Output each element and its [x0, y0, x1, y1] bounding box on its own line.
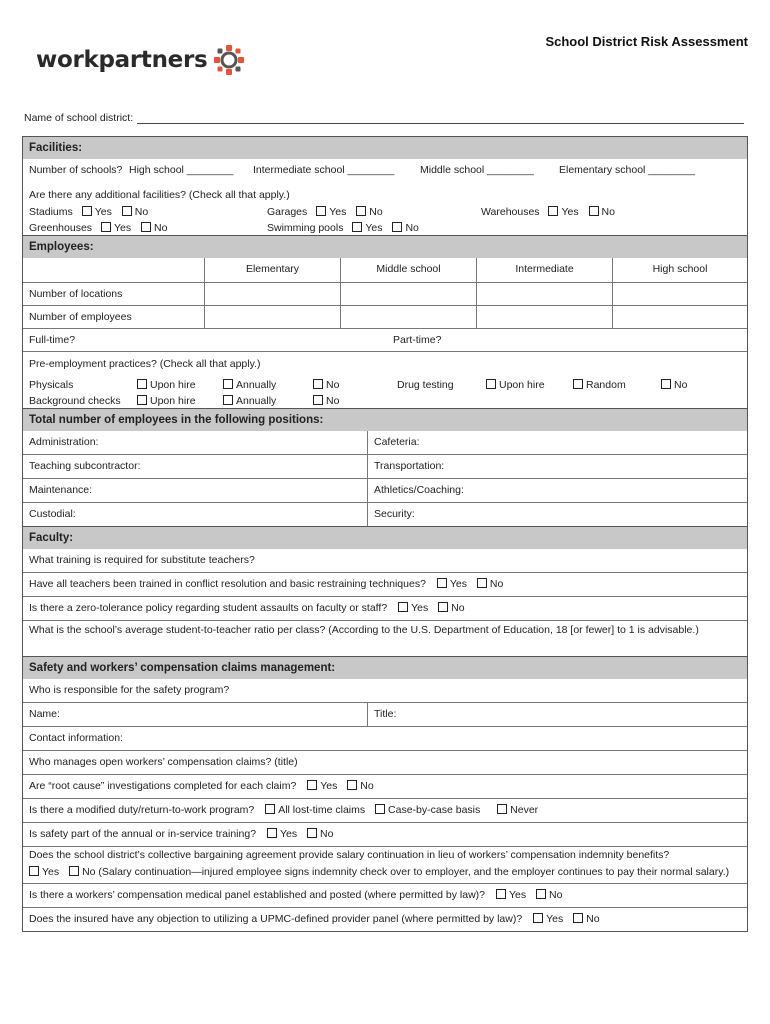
- positions-row-3: [23, 478, 747, 502]
- substitute-training-question: What training is required for substitute teachers?: [29, 554, 255, 566]
- checkbox-icon: [137, 379, 147, 389]
- case-by-case-option[interactable]: Case-by-case basis: [375, 804, 480, 816]
- zero-tolerance-question: Is there a zero-tolerance policy regarding student assaults on faculty or staff? Yes No: [29, 602, 465, 614]
- conflict-yes[interactable]: Yes: [437, 578, 467, 590]
- locations-label: Number of locations: [29, 288, 123, 300]
- warehouses-no[interactable]: No: [589, 206, 615, 218]
- count-high-input[interactable]: [612, 306, 747, 328]
- medical-panel-no[interactable]: No: [536, 889, 562, 901]
- district-name-field[interactable]: [24, 112, 744, 124]
- root-cause-no[interactable]: No: [347, 780, 373, 792]
- background-label: Background checks: [29, 395, 121, 407]
- checkbox-icon: [307, 828, 317, 838]
- checkbox-icon: [477, 578, 487, 588]
- pools-no[interactable]: No: [392, 222, 418, 234]
- transportation-field[interactable]: Transportation:: [367, 455, 747, 478]
- administration-field[interactable]: Administration:: [29, 436, 99, 448]
- faculty-q1-row[interactable]: [23, 549, 747, 572]
- safety-training-question: Is safety part of the annual or in-service training? Yes No: [29, 828, 334, 840]
- checkbox-icon: [352, 222, 362, 232]
- fulltime-field[interactable]: Full-time?: [29, 334, 76, 346]
- provider-panel-no[interactable]: No: [573, 913, 599, 925]
- fulltime-row: [23, 328, 747, 351]
- pre-employment-block: [23, 351, 747, 408]
- checkbox-icon: [437, 578, 447, 588]
- locations-row: [23, 282, 747, 305]
- zero-tolerance-no[interactable]: No: [438, 602, 464, 614]
- checkbox-icon: [392, 222, 402, 232]
- middle-school-field[interactable]: Middle school ________: [420, 164, 534, 176]
- zero-tolerance-yes[interactable]: Yes: [398, 602, 428, 614]
- provider-panel-yes[interactable]: Yes: [533, 913, 563, 925]
- locations-high-input[interactable]: [612, 283, 747, 305]
- schools-row: [23, 159, 747, 181]
- additional-question: Are there any additional facilities? (Check all that apply.): [29, 189, 290, 201]
- col-intermediate: Intermediate: [515, 263, 574, 275]
- high-school-field[interactable]: High school ________: [129, 164, 234, 176]
- faculty-q2-row: [23, 572, 747, 596]
- claims-manager-row[interactable]: [23, 750, 747, 774]
- garages-no[interactable]: No: [356, 206, 382, 218]
- drug-testing-label: Drug testing: [397, 379, 454, 391]
- name-field[interactable]: Name:: [29, 708, 60, 720]
- locations-intermediate-input[interactable]: [476, 283, 612, 305]
- bargaining-yes[interactable]: Yes: [29, 866, 59, 878]
- greenhouses-no[interactable]: No: [141, 222, 167, 234]
- physicals-no[interactable]: No: [313, 379, 339, 391]
- checkbox-icon: [101, 222, 111, 232]
- positions-row-1: [23, 431, 747, 454]
- section-employees: Employees:: [23, 235, 747, 258]
- risk-assessment-form: [22, 136, 748, 932]
- medical-panel-yes[interactable]: Yes: [496, 889, 526, 901]
- checkbox-icon: [536, 889, 546, 899]
- checkbox-icon: [589, 206, 599, 216]
- elementary-school-field[interactable]: Elementary school ________: [559, 164, 696, 176]
- checkbox-icon: [29, 866, 39, 876]
- stadiums-no[interactable]: No: [122, 206, 148, 218]
- positions-row-2: [23, 454, 747, 478]
- root-cause-yes[interactable]: Yes: [307, 780, 337, 792]
- background-upon-hire[interactable]: Upon hire: [137, 395, 196, 407]
- intermediate-school-field[interactable]: Intermediate school ________: [253, 164, 395, 176]
- garages-item: Garages Yes No: [267, 206, 383, 218]
- checkbox-icon: [313, 379, 323, 389]
- checkbox-icon: [137, 395, 147, 405]
- col-elementary: Elementary: [245, 263, 300, 275]
- checkbox-icon: [438, 602, 448, 612]
- pre-employment-question: Pre-employment practices? (Check all that apply.): [29, 358, 261, 370]
- employees-count-label: Number of employees: [29, 311, 132, 323]
- checkbox-icon: [573, 913, 583, 923]
- section-safety: Safety and workers’ compensation claims management:: [23, 656, 747, 679]
- background-no[interactable]: No: [313, 395, 339, 407]
- modified-duty-question: Is there a modified duty/return-to-work program? All lost-time claims Case-by-case basis Never: [29, 804, 539, 816]
- safety-training-no[interactable]: No: [307, 828, 333, 840]
- bargaining-row: [23, 846, 747, 883]
- ratio-question: What is the school’s average student-to-teacher ratio per class? (According to the U.S. Department of Education, 18 [or fewer] to 1 is advisable.): [29, 624, 699, 636]
- pools-item: Swimming pools Yes No: [267, 222, 419, 234]
- district-label: Name of school district:: [24, 112, 134, 124]
- drug-random[interactable]: Random: [573, 379, 626, 391]
- maintenance-field[interactable]: Maintenance:: [29, 484, 93, 496]
- checkbox-icon: [223, 379, 233, 389]
- count-middle-input[interactable]: [340, 306, 476, 328]
- physicals-annually[interactable]: Annually: [223, 379, 276, 391]
- checkbox-icon: [356, 206, 366, 216]
- pools-yes[interactable]: Yes: [352, 222, 382, 234]
- additional-facilities-block: [23, 181, 747, 235]
- stadiums-yes[interactable]: Yes: [82, 206, 112, 218]
- warehouses-item: Warehouses Yes No: [481, 206, 615, 218]
- section-faculty: Faculty:: [23, 526, 747, 549]
- checkbox-icon: [223, 395, 233, 405]
- checkbox-icon: [267, 828, 277, 838]
- modified-duty-row: [23, 798, 747, 822]
- checkbox-icon: [486, 379, 496, 389]
- safety-training-row: [23, 822, 747, 846]
- warehouses-yes[interactable]: Yes: [548, 206, 578, 218]
- drug-upon-hire[interactable]: Upon hire: [486, 379, 545, 391]
- checkbox-icon: [347, 780, 357, 790]
- medical-panel-question: Is there a workers’ compensation medical panel established and posted (where permitted by law)? Yes No: [29, 889, 563, 901]
- provider-panel-question: Does the insured have any objection to utilizing a UPMC-defined provider panel (where permitted by law)? Yes No: [29, 913, 600, 925]
- claims-manager-question: Who manages open workers’ compensation claims? (title): [29, 756, 298, 768]
- medical-panel-row: [23, 883, 747, 907]
- faculty-q4-row[interactable]: [23, 620, 747, 656]
- drug-no[interactable]: No: [661, 379, 687, 391]
- root-cause-row: [23, 774, 747, 798]
- safety-training-yes[interactable]: Yes: [267, 828, 297, 840]
- stadiums-item: Stadiums Yes No: [29, 206, 149, 218]
- all-lost-time-option[interactable]: All lost-time claims: [265, 804, 365, 816]
- logo: [36, 44, 245, 76]
- athletics-field[interactable]: Athletics/Coaching:: [367, 479, 747, 502]
- conflict-no[interactable]: No: [477, 578, 503, 590]
- bargaining-question: Does the school district’s collective bargaining agreement provide salary continuation in lieu of workers’ compensation indemnity benefits?: [29, 849, 670, 861]
- checkbox-icon: [548, 206, 558, 216]
- checkbox-icon: [313, 395, 323, 405]
- count-intermediate-input[interactable]: [476, 306, 612, 328]
- checkbox-icon: [69, 866, 79, 876]
- safety-q1-row[interactable]: [23, 679, 747, 702]
- bargaining-options: [29, 866, 736, 878]
- custodial-field[interactable]: Custodial:: [29, 508, 76, 520]
- district-input-line[interactable]: [137, 113, 744, 124]
- count-elementary-input[interactable]: [204, 306, 340, 328]
- checkbox-icon: [533, 913, 543, 923]
- checkbox-icon: [316, 206, 326, 216]
- contact-row[interactable]: [23, 726, 747, 750]
- parttime-field[interactable]: Part-time?: [393, 334, 442, 346]
- document-title: School District Risk Assessment: [545, 34, 748, 49]
- physicals-label: Physicals: [29, 379, 74, 391]
- checkbox-icon: [82, 206, 92, 216]
- safety-responsible-question: Who is responsible for the safety program?: [29, 684, 230, 696]
- never-option[interactable]: Never: [497, 804, 538, 816]
- gear-icon: [213, 44, 245, 76]
- schools-question: Number of schools?: [29, 164, 123, 176]
- checkbox-icon: [307, 780, 317, 790]
- checkbox-icon: [375, 804, 385, 814]
- cafeteria-field[interactable]: Cafeteria:: [367, 431, 747, 454]
- logo-text: workpartners: [36, 47, 208, 73]
- greenhouses-item: Greenhouses Yes No: [29, 222, 168, 234]
- title-field[interactable]: Title:: [367, 703, 747, 726]
- positions-row-4: [23, 502, 747, 526]
- checkbox-icon: [496, 889, 506, 899]
- conflict-training-question: Have all teachers been trained in conflict resolution and basic restraining techniques? Yes No: [29, 578, 504, 590]
- section-facilities: Facilities:: [23, 137, 747, 159]
- checkbox-icon: [573, 379, 583, 389]
- employees-count-row: [23, 305, 747, 328]
- checkbox-icon: [122, 206, 132, 216]
- col-middle: Middle school: [376, 263, 441, 275]
- background-annually[interactable]: Annually: [223, 395, 276, 407]
- checkbox-icon: [497, 804, 507, 814]
- checkbox-icon: [141, 222, 151, 232]
- name-title-row: [23, 702, 747, 726]
- checkbox-icon: [398, 602, 408, 612]
- checkbox-icon: [265, 804, 275, 814]
- garages-yes[interactable]: Yes: [316, 206, 346, 218]
- greenhouses-yes[interactable]: Yes: [101, 222, 131, 234]
- faculty-q3-row: [23, 596, 747, 620]
- col-high: High school: [652, 263, 708, 275]
- locations-elementary-input[interactable]: [204, 283, 340, 305]
- contact-label: Contact information:: [29, 732, 123, 744]
- bargaining-no[interactable]: No (Salary continuation—injured employee signs indemnity check over to employer, and the employer continues to pay their normal salary.): [69, 866, 729, 878]
- security-field[interactable]: Security:: [367, 503, 747, 526]
- section-positions: Total number of employees in the following positions:: [23, 408, 747, 431]
- checkbox-icon: [661, 379, 671, 389]
- header: [0, 0, 770, 110]
- teaching-subcontractor-field[interactable]: Teaching subcontractor:: [29, 460, 141, 472]
- provider-panel-row: [23, 907, 747, 931]
- root-cause-question: Are “root cause” investigations completed for each claim? Yes No: [29, 780, 374, 792]
- employees-header-row: [23, 258, 747, 282]
- locations-middle-input[interactable]: [340, 283, 476, 305]
- physicals-upon-hire[interactable]: Upon hire: [137, 379, 196, 391]
